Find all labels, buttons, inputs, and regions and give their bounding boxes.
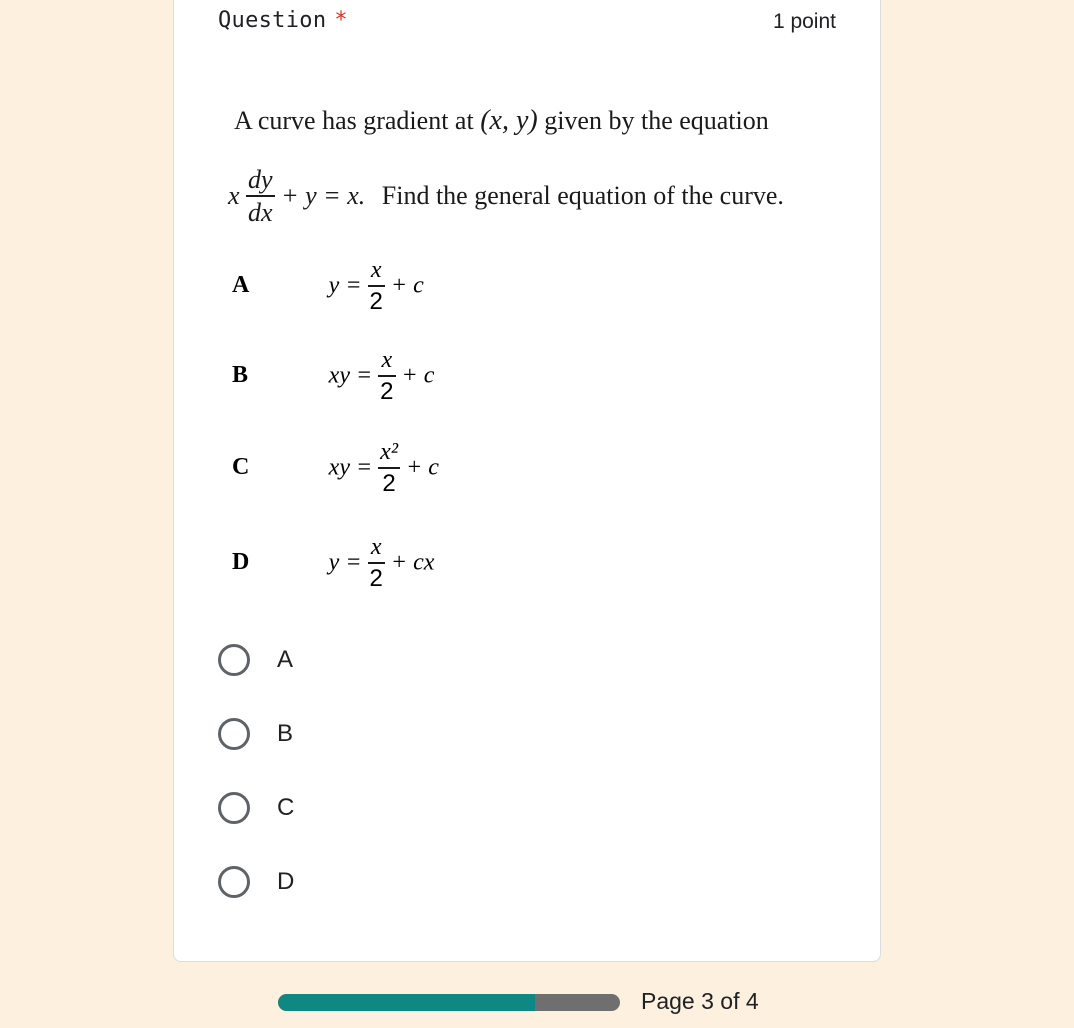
option-row-d — [232, 535, 434, 591]
option-num: x — [370, 534, 382, 560]
stem-eq-x: x — [228, 181, 240, 211]
option-row-b — [232, 348, 434, 404]
choice-c[interactable] — [218, 792, 518, 828]
option-letter: D — [232, 549, 250, 576]
option-lhs: y = — [328, 549, 362, 576]
required-marker: * — [334, 8, 348, 33]
question-stem-line1 — [234, 105, 769, 137]
option-lhs: xy = — [328, 454, 373, 481]
option-rhs: + c — [401, 362, 435, 389]
stem-deriv-num: dy — [248, 165, 273, 194]
option-num: x — [370, 257, 382, 283]
progress-bar — [278, 994, 620, 1011]
page-indicator: Page 3 of 4 — [641, 988, 759, 1014]
option-fraction — [378, 348, 395, 404]
option-letter: B — [232, 362, 249, 389]
choice-b[interactable] — [218, 718, 518, 754]
option-letter: A — [232, 272, 250, 299]
stem-suffix: given by the equation — [544, 106, 769, 135]
option-den: 2 — [369, 287, 383, 315]
option-fraction — [368, 535, 385, 591]
stem-point: (x, y) — [480, 105, 538, 136]
question-title: Question * — [218, 8, 348, 33]
question-stem-line2 — [228, 166, 784, 238]
option-rhs: + cx — [390, 549, 435, 576]
stem-instruction: Find the general equation of the curve. — [381, 181, 784, 211]
option-num: x — [381, 347, 393, 373]
option-fraction — [368, 258, 385, 314]
progress-bar-fill — [278, 994, 535, 1011]
choice-a[interactable] — [218, 644, 518, 680]
choice-label: D — [277, 868, 295, 895]
stem-derivative — [246, 166, 275, 226]
option-num: x² — [380, 439, 399, 465]
choice-d[interactable] — [218, 866, 518, 902]
option-rhs: + c — [406, 454, 439, 481]
question-header — [218, 8, 836, 38]
option-rhs: + c — [390, 272, 424, 299]
option-fraction — [378, 440, 400, 496]
option-letter: C — [232, 454, 250, 481]
option-row-a — [232, 258, 424, 314]
radio-button-d[interactable] — [218, 866, 250, 898]
stem-prefix: A curve has gradient at — [234, 106, 474, 135]
radio-button-b[interactable] — [218, 718, 250, 750]
question-points: 1 point — [772, 10, 836, 33]
stem-deriv-den: dx — [248, 197, 273, 227]
option-lhs: y = — [328, 272, 362, 299]
option-expression — [329, 440, 439, 496]
choice-label: B — [277, 720, 294, 747]
radio-button-c[interactable] — [218, 792, 250, 824]
choice-label: A — [277, 646, 294, 673]
choice-label: C — [277, 794, 295, 821]
stem-eq-rest: + y = x. — [281, 181, 366, 211]
option-row-c — [232, 440, 439, 496]
option-expression — [329, 348, 435, 404]
option-den: 2 — [369, 564, 383, 592]
option-lhs: xy = — [328, 362, 373, 389]
option-expression — [329, 258, 424, 314]
radio-button-a[interactable] — [218, 644, 250, 676]
option-expression — [329, 535, 435, 591]
option-den: 2 — [382, 469, 396, 497]
option-den: 2 — [380, 377, 394, 405]
